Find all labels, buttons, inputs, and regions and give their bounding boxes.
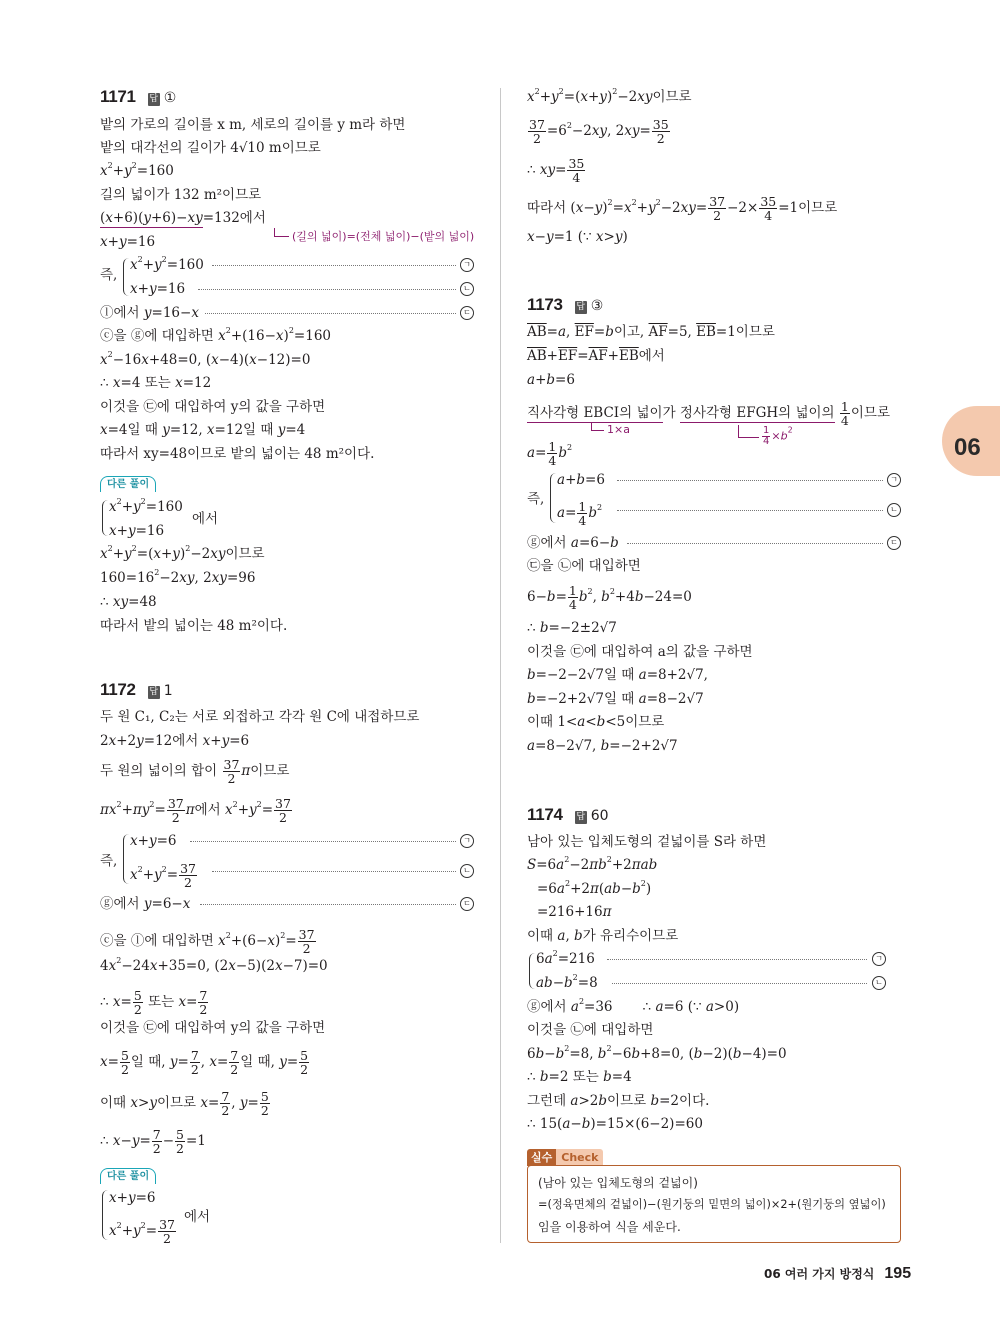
problem-1171-header <box>100 88 176 107</box>
answer-icon: 답 <box>149 687 159 697</box>
mistake-check-tag <box>527 1149 603 1166</box>
equation-line: $6a^2=216$ <box>536 949 595 967</box>
equation-line: 이때 x>y이므로 x= $\frac{7}{2}$ , y= $\frac{5}{2}$ <box>100 1089 269 1118</box>
equation-line: a= $\frac{1}{4}$ $b^2$ <box>527 439 573 468</box>
answer-icon: 답 <box>576 812 586 822</box>
text-line: 이것을 ㉢에 대입하여 a의 값을 구하면 <box>527 644 753 660</box>
equation-line: =216+16π <box>537 904 612 920</box>
brace <box>123 834 129 884</box>
answer-icon: 답 <box>576 302 586 312</box>
dotted-leader <box>212 265 456 266</box>
text-line: 두 원 C₁, C₂는 서로 외접하고 각각 원 C에 내접하므로 <box>100 709 420 725</box>
equation-line: $\overline{AB}=a$, $\overline{EF}=b$이고, $\overline{AF}=5$, $\overline{EB}=1$이므로 <box>527 324 775 340</box>
circled-label-2: ㄴ <box>460 864 474 878</box>
problem-1173-header <box>527 296 603 315</box>
column-divider <box>500 88 501 1243</box>
dotted-leader <box>205 313 456 314</box>
equation-line: 따라서 $(x-y)^2=x^2+y^2-2xy=$ $\frac{37}{2}$ −2× $\frac{35}{4}$ =1이므로 <box>527 194 838 223</box>
equation-line: $\frac{37}{2}$ $=6^2-2xy$, 2xy= $\frac{35}{2}$ <box>529 117 669 146</box>
check-text-line: =(정육면체의 겉넓이)−(원기둥의 밑면의 넓이)×2+(원기둥의 옆넓이) <box>538 1198 886 1211</box>
text-line: 따라서 밭의 넓이는 48 m²이다. <box>100 618 288 634</box>
dotted-leader <box>607 959 867 960</box>
annotation-note: $\frac{1}{4}$ $\times b^2$ <box>763 425 793 447</box>
brace <box>123 258 129 296</box>
equation-line: $x^2+y^2=160$ <box>109 497 183 515</box>
text-line: 이것을 ㉢에 대입하여 y의 값을 구하면 <box>100 399 326 415</box>
arrow-connector <box>274 228 289 237</box>
problem-number: 1174 <box>527 805 563 824</box>
equation-line: x= $\frac{5}{2}$ 일 때, y= $\frac{7}{2}$ , x= $\frac{7}{2}$ 일 때, y= $\frac{5}{2}$ <box>100 1048 309 1077</box>
equation-line: 그런데 a>2b이므로 b=2이다. <box>527 1093 710 1109</box>
dotted-leader <box>627 543 883 544</box>
system-label: 즉, <box>527 491 545 507</box>
circled-label-1: ㄱ <box>460 258 474 272</box>
equation-line: ⓒ을 ⓛ에 대입하면 $x^2+(6-x)^2=$ $\frac{37}{2}$ <box>100 927 315 956</box>
text-line: 이것을 ㉡에 대입하면 <box>527 1022 654 1038</box>
circled-label-2: ㄴ <box>872 976 886 990</box>
circled-label-1: ㄱ <box>460 834 474 848</box>
text-line: 남아 있는 입체도형의 겉넓이를 S라 하면 <box>527 834 767 850</box>
text-line: 따라서 xy=48이므로 밭의 넓이는 48 m²이다. <box>100 446 375 462</box>
equation-line: $160=16^2-2xy$, 2xy=96 <box>100 568 256 586</box>
check-text-line: 임을 이용하여 식을 세운다. <box>538 1220 681 1234</box>
equation-line: b=−2−2√7일 때 a=8+2√7, <box>527 667 708 683</box>
text-line: 밭의 대각선의 길이가 4√10 m이므로 <box>100 140 321 156</box>
equation-line: ⓖ에서 y=6−x <box>100 896 191 912</box>
equation-line: $x^2+y^2=160$ <box>130 255 204 273</box>
check-text-line: (남아 있는 입체도형의 겉넓이) <box>538 1176 698 1190</box>
circled-label-1: ㄱ <box>872 952 886 966</box>
system-label: 즉, <box>100 853 118 869</box>
equation-line: a+b=6 <box>527 372 575 388</box>
alt-solution-tag: 다른 풀이 <box>100 476 156 492</box>
arrow-connector <box>591 422 604 431</box>
equation-line: ⓖ에서 $a^2=36$ ∴ a=6 (∵ a>0) <box>527 997 740 1015</box>
annotation-note: 1×a <box>607 423 630 436</box>
equation-line: $x^2+y^2=(x+y)^2-2xy$이므로 <box>527 87 692 105</box>
brace <box>529 953 535 989</box>
equation-line: ∴ x= $\frac{5}{2}$ 또는 x= $\frac{7}{2}$ <box>100 988 208 1017</box>
equation-line: ∴ b=−2±2√7 <box>527 620 617 636</box>
equation-line: 2x+2y=12에서 x+y=6 <box>100 733 250 749</box>
answer-value: ③ <box>590 298 604 314</box>
equation-line: b=−2+2√7일 때 a=8−2√7 <box>527 691 704 707</box>
equation-line: ∴ xy= $\frac{35}{4}$ <box>527 156 585 185</box>
dotted-leader <box>212 871 456 872</box>
problem-number: 1172 <box>100 680 136 699</box>
equation-line: 이때 a, b가 유리수이므로 <box>527 928 679 944</box>
annotation-note: (길의 넓이)=(전체 넓이)−(밭의 넓이) <box>292 230 475 243</box>
brace <box>102 500 108 536</box>
equation-line: ∴ x−y= $\frac{7}{2}$ − $\frac{5}{2}$ =1 <box>100 1127 206 1156</box>
text-line: 에서 <box>184 1209 211 1225</box>
equation-line: x+y=16 <box>109 523 165 539</box>
text-line: 이것을 ㉢에 대입하여 y의 값을 구하면 <box>100 1020 326 1036</box>
equation-line: $x^2+y^2=160$ <box>100 161 174 179</box>
equation-line: ∴ xy=48 <box>100 594 157 610</box>
equation-line: ∴ 15(a−b)=15×(6−2)=60 <box>527 1116 703 1132</box>
equation-line: x+y=16 <box>100 234 156 250</box>
system-label: 즉, <box>100 267 118 283</box>
equation-line: ⓒ을 ⓖ에 대입하면 $x^2+(16-x)^2=160$ <box>100 326 332 344</box>
circled-label-3: ㄷ <box>460 897 474 911</box>
text-line: ㉢을 ㉡에 대입하면 <box>527 558 641 574</box>
equation-line: $x^2+y^2=(x+y)^2-2xy$이므로 <box>100 544 265 562</box>
dotted-leader <box>617 510 883 511</box>
equation-line: 직사각형 EBCI의 넓이가 정사각형 EFGH의 넓이의 $\frac{1}{4}$ 이므로 <box>527 399 890 428</box>
equation-line: x+y=6 <box>109 1190 156 1206</box>
problem-number: 1173 <box>527 295 563 314</box>
circled-label-2: ㄴ <box>887 503 901 517</box>
equation-line: $\overline{AB}+\overline{EF}=\overline{AF}+\overline{EB}$에서 <box>527 348 665 364</box>
chapter-side-tab <box>942 406 1000 476</box>
equation-line: ⓛ에서 y=16−x <box>100 305 199 321</box>
circled-label-1: ㄱ <box>887 473 901 487</box>
answer-value: 1 <box>163 683 173 699</box>
equation-line: $x^2+y^2=$ $\frac{37}{2}$ <box>130 861 196 890</box>
text-line: 밭의 가로의 길이를 x m, 세로의 길이를 y m라 하면 <box>100 117 406 133</box>
answer-value: 60 <box>590 808 609 824</box>
equation-line: $S=6a^2-2\pi b^2+2\pi ab$ <box>527 855 658 873</box>
equation-line: $\pi x^2+\pi y^2=$ $\frac{37}{2}$ π에서 $x^2+y^2=$ $\frac{37}{2}$ <box>100 796 291 825</box>
text-line: 에서 <box>192 511 219 527</box>
circled-label-2: ㄴ <box>460 282 474 296</box>
dotted-leader <box>617 480 883 481</box>
answer-icon: 답 <box>149 94 159 104</box>
text-line: 길의 넓이가 132 m²이므로 <box>100 187 262 203</box>
check-label: Check <box>556 1149 603 1166</box>
problem-1172-header <box>100 681 173 700</box>
equation-line: $x^2+y^2=$ $\frac{37}{2}$ <box>109 1217 175 1246</box>
equation-line: a+b=6 <box>557 472 605 488</box>
equation-line: $x^2-16x+48=0$, (x−4)(x−12)=0 <box>100 350 311 368</box>
equation-line: ⓖ에서 a=6−b <box>527 535 619 551</box>
equation-line: ∴ b=2 또는 b=4 <box>527 1069 632 1085</box>
brace <box>550 473 556 523</box>
equation-line: x−y=1 (∵ x>y) <box>527 229 628 245</box>
answer-value: ① <box>163 90 177 106</box>
equation-line: $4x^2-24x+35=0$, (2x−5)(2x−7)=0 <box>100 956 328 974</box>
dotted-leader <box>190 841 456 842</box>
arrow-connector <box>738 425 759 438</box>
equation-line: $ab-b^2=8$ <box>536 973 598 991</box>
equation-line: x=4일 때 y=12, x=12일 때 y=4 <box>100 422 306 438</box>
equation-line: $6b-b^2=8$, $b^2-6b+8=0$, (b−2)(b−4)=0 <box>527 1044 787 1062</box>
equation-line: ∴ x=4 또는 x=12 <box>100 375 212 391</box>
page-number: 195 <box>884 1265 912 1282</box>
alt-solution-tag: 다른 풀이 <box>100 1168 156 1184</box>
chapter-title: 06 여러 가지 방정식 <box>764 1267 875 1281</box>
equation-line: 6−b= $\frac{1}{4}$ $b^2$, $b^2+4b-24=0$ <box>527 583 692 612</box>
equation-line: x+y=6 <box>130 833 177 849</box>
dotted-leader <box>198 289 456 290</box>
dotted-leader <box>200 904 456 905</box>
problem-number: 1171 <box>100 87 136 106</box>
equation-line: $=6a^2+2\pi(ab-b^2)$ <box>537 879 652 897</box>
dotted-leader <box>612 983 867 984</box>
mistake-label: 실수 <box>527 1149 556 1166</box>
circled-label-3: ㄷ <box>887 536 901 550</box>
equation-line: (x+6)(y+6)−xy=132에서 <box>100 210 266 226</box>
equation-line: a=8−2√7, b=−2+2√7 <box>527 738 678 754</box>
brace <box>102 1190 108 1240</box>
equation-line: x+y=16 <box>130 281 186 297</box>
chapter-tab-number: 06 <box>954 434 981 461</box>
circled-label-3: ㄷ <box>460 306 474 320</box>
equation-line: a= $\frac{1}{4}$ $b^2$ <box>557 499 603 528</box>
page-footer <box>764 1265 911 1283</box>
problem-1174-header <box>527 806 609 825</box>
equation-line: 이때 1<a<b<5이므로 <box>527 714 665 730</box>
equation-line: 두 원의 넓이의 합이 $\frac{37}{2}$ π이므로 <box>100 757 290 786</box>
